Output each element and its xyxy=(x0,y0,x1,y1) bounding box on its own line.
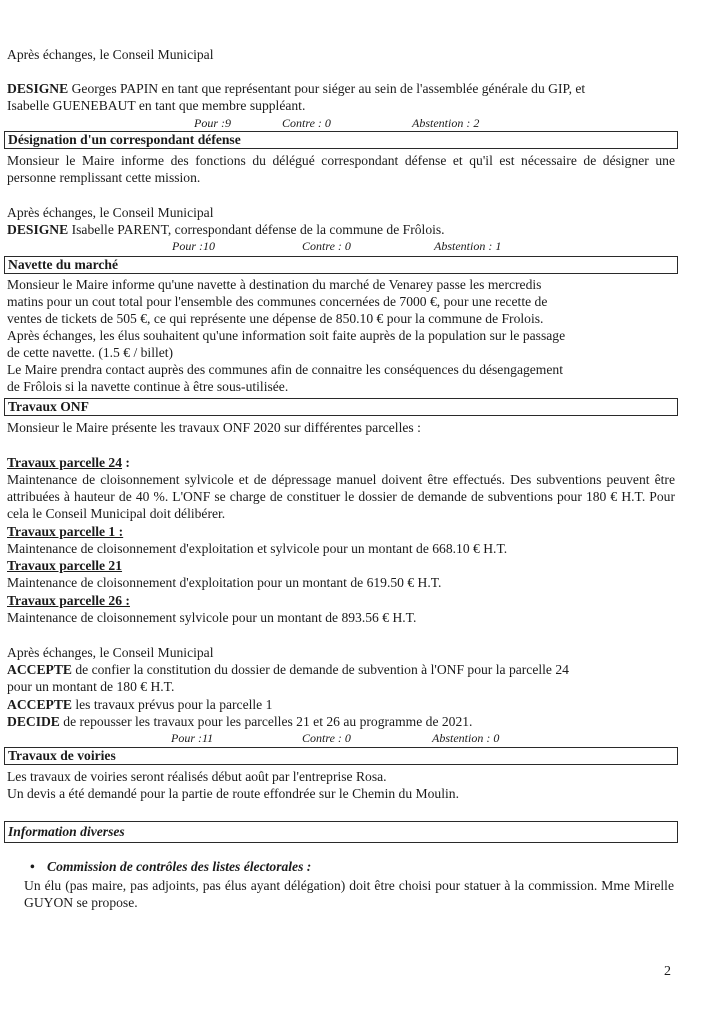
parcelle-21-text: Maintenance de cloisonnement d'exploitation pour un montant de 619.50 € H.T. xyxy=(7,575,442,590)
onf-decide xyxy=(7,713,677,730)
onf-accepte-2 xyxy=(7,696,677,713)
voiries-line: Les travaux de voiries seront réalisés début août par l'entreprise Rosa. xyxy=(7,769,387,784)
decision-text: Isabelle PARENT, correspondant défense de la commune de Frôlois. xyxy=(68,222,445,237)
bullet-dot-icon: • xyxy=(30,859,35,874)
decision-text: de confier la constitution du dossier de demande de subvention à l'ONF pour la parcelle 24 xyxy=(71,662,569,677)
decision-keyword: DESIGNE xyxy=(7,222,69,237)
parcelle-26-title xyxy=(7,592,677,609)
section-header-onf: Travaux ONF xyxy=(4,398,678,416)
decision-text-line2: pour un montant de 180 € H.T. xyxy=(7,679,175,694)
vote-abstention: Abstention : 2 xyxy=(412,116,480,130)
section-header-info: Information diverses xyxy=(4,821,678,843)
navette-line: Après échanges, les élus souhaitent qu'une information soit faite auprès de la population sur le passage xyxy=(7,328,566,343)
decision-keyword: ACCEPTE xyxy=(7,662,72,677)
parcelle-21-title-text: Travaux parcelle 21 xyxy=(7,558,123,573)
parcelle-1-title-text: Travaux parcelle 1 : xyxy=(7,524,124,539)
defense-decision xyxy=(7,221,677,238)
designation-papin xyxy=(7,80,677,114)
navette-line: de Frôlois si la navette continue à être sous-utilisée. xyxy=(7,379,289,394)
section-header-navette: Navette du marché xyxy=(4,256,678,274)
bullet-text: Un élu (pas maire, pas adjoints, pas élus ayant délégation) doit être choisi pour statuer à la commission. Mme Mirelle GUYON se propose. xyxy=(24,878,674,910)
defense-intro: Après échanges, le Conseil Municipal xyxy=(7,205,214,220)
parcelle-26-text: Maintenance de cloisonnement sylvicole pour un montant de 893.56 € H.T. xyxy=(7,610,417,625)
bullet-item xyxy=(30,858,312,875)
voiries-line: Un devis a été demandé pour la partie de route effondrée sur le Chemin du Moulin. xyxy=(7,786,459,801)
decision-keyword: ACCEPTE xyxy=(7,697,72,712)
heading-colon: : xyxy=(122,455,130,470)
decision-keyword: DESIGNE xyxy=(7,81,69,96)
section-header-voiries: Travaux de voiries xyxy=(4,747,678,765)
decision-text: les travaux prévus pour la parcelle 1 xyxy=(71,697,273,712)
vote-abstention: Abstention : 1 xyxy=(434,239,502,253)
decision-text: Georges PAPIN en tant que représentant pour siéger au sein de l'assemblée générale du GIP, et xyxy=(68,81,586,96)
parcelle-26-title-text: Travaux parcelle 26 : xyxy=(7,593,130,608)
navette-line: matins pour un cout total pour l'ensemble des communes concernées de 7000 €, pour une recette de xyxy=(7,294,548,309)
vote-pour: Pour :11 xyxy=(171,731,214,745)
vote-contre: Contre : 0 xyxy=(302,239,351,253)
bullet-title: Commission de contrôles des listes électorales : xyxy=(47,859,312,874)
vote-result xyxy=(0,116,723,130)
navette-line: Monsieur le Maire informe qu'une navette à destination du marché de Venarey passe les mercredis xyxy=(7,277,542,292)
parcelle-1-text: Maintenance de cloisonnement d'exploitation et sylvicole pour un montant de 668.10 € H.T. xyxy=(7,541,508,556)
vote-result xyxy=(0,731,723,745)
navette-line: de cette navette. (1.5 € / billet) xyxy=(7,345,174,360)
parcelle-21-title xyxy=(7,557,677,574)
intro-text: Après échanges, le Conseil Municipal xyxy=(7,47,214,62)
parcelle-24-text: Maintenance de cloisonnement sylvicole et de dépressage manuel doivent être effectués. Des subventions peuvent être attribuées à hauteur de 40 %. L'ONF se charge de constituer le dossier de demande de subventions pour 180 € H.T. Pour cela le Conseil Municipal doit délibérer. xyxy=(7,472,675,521)
vote-pour: Pour :9 xyxy=(194,116,231,130)
decision-text-line2: Isabelle GUENEBAUT en tant que membre suppléant. xyxy=(7,98,306,113)
section-header-defense: Désignation d'un correspondant défense xyxy=(4,131,678,149)
defense-text: Monsieur le Maire informe des fonctions du délégué correspondant défense et qu'il est nécessaire de désigner une personne remplissant cette mission. xyxy=(7,153,675,185)
navette-text xyxy=(7,276,677,395)
vote-contre: Contre : 0 xyxy=(302,731,351,745)
navette-line: ventes de tickets de 505 €, ce qui représente une dépense de 850.10 € pour la commune de Frolois. xyxy=(7,311,544,326)
onf-decision-intro: Après échanges, le Conseil Municipal xyxy=(7,645,214,660)
parcelle-24-title: Travaux parcelle 24 xyxy=(7,455,123,470)
parcelle-24-heading xyxy=(7,454,677,471)
navette-line: Le Maire prendra contact auprès des communes afin de connaitre les conséquences du désengagement xyxy=(7,362,563,377)
parcelle-1-title xyxy=(7,523,677,540)
vote-pour: Pour :10 xyxy=(172,239,215,253)
vote-result xyxy=(0,239,723,253)
vote-contre: Contre : 0 xyxy=(282,116,331,130)
vote-abstention: Abstention : 0 xyxy=(432,731,500,745)
page-number: 2 xyxy=(664,964,671,979)
decision-keyword: DECIDE xyxy=(7,714,60,729)
onf-intro: Monsieur le Maire présente les travaux ONF 2020 sur différentes parcelles : xyxy=(7,420,421,435)
decision-text: de repousser les travaux pour les parcelles 21 et 26 au programme de 2021. xyxy=(59,714,473,729)
onf-accepte-1 xyxy=(7,661,677,695)
